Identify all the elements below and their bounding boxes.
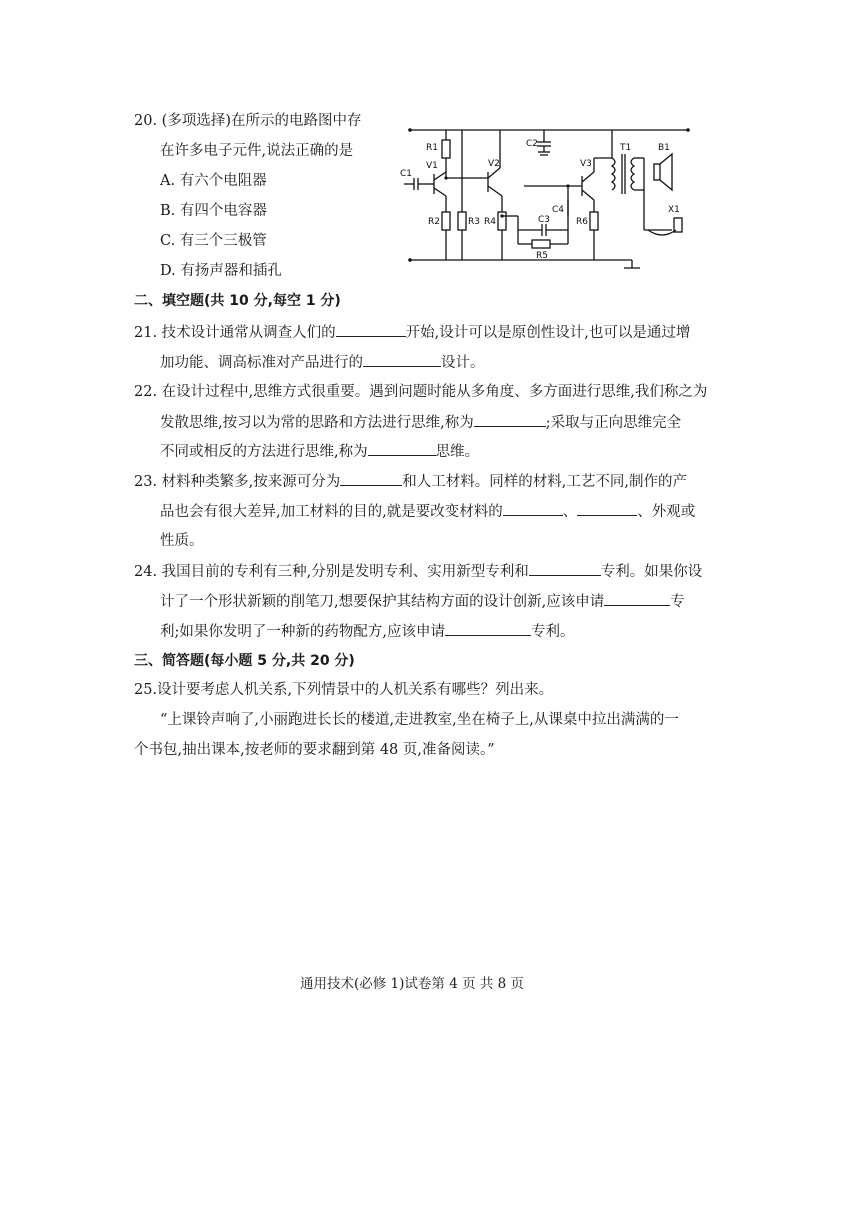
label-c2: C2 [526,139,539,149]
label-b1: B1 [658,143,670,153]
q23-line1 [134,471,687,492]
q24-text-1a: 24. 我国目前的专利有三种,分别是发明专利、实用新型专利和 [134,564,529,580]
circuit-diagram [392,120,702,280]
q21-blank-1[interactable] [336,322,406,337]
q23-line3: 性质。 [160,533,204,549]
page-footer: 通用技术(必修 1)试卷第 4 页 共 8 页 [300,976,525,992]
q22-text-3b: 思维。 [435,444,480,460]
q24-line1 [134,561,702,582]
q23-blank-2[interactable] [503,501,563,516]
q25-line1: 25.设计要考虑人机关系,下列情景中的人机关系有哪些？列出来。 [134,682,554,698]
q20-option-c: C. 有三个三极管 [160,233,267,249]
q24-text-2a: 计了一个形状新颖的削笔刀,想要保护其结构方面的设计创新,应该申请 [160,594,605,610]
q20-option-b: B. 有四个电容器 [160,203,267,219]
q24-text-3a: 利;如果你发明了一种新的药物配方,应该申请 [160,624,445,640]
q21-text-2b: 设计。 [441,355,485,371]
q22-text-2b: ;采取与正向思维完全 [545,415,682,431]
q24-text-2b: 专 [670,594,685,610]
label-v2: V2 [488,159,500,169]
q25-quote-line2: 个书包,抽出课本,按老师的要求翻到第 48 页,准备阅读。” [134,742,495,758]
q23-text-2c: 、外观或 [637,504,696,520]
q24-line2 [160,591,685,612]
q23-text-2b: 、 [562,504,578,520]
label-r3: R3 [468,217,480,227]
section-2-title: 二、填空题(共 10 分,每空 1 分) [134,293,341,309]
q21-blank-2[interactable] [363,352,441,367]
label-c4: C4 [552,205,565,215]
q21-text-1a: 21. 技术设计通常从调查人们的 [134,325,336,341]
label-v3: V3 [580,159,592,169]
q24-text-3b: 专利。 [531,624,575,640]
q20-option-a: A. 有六个电阻器 [160,173,267,189]
q21-text-2a: 加功能、调高标准对产品进行的 [160,355,363,371]
label-r4: R4 [484,217,496,227]
q23-blank-3[interactable] [577,501,637,516]
q24-blank-1[interactable] [529,561,601,576]
q24-line3 [160,621,575,642]
q23-text-1a: 23. 材料种类繁多,按来源可分为 [134,474,341,490]
q23-text-2a: 品也会有很大差异,加工材料的目的,就是要改变材料的 [160,504,503,520]
q22-line2 [160,412,681,433]
label-r6: R6 [576,217,588,227]
q20-stem-line2: 在许多电子元件,说法正确的是 [160,143,354,159]
q24-text-1b: 专利。如果你设 [600,564,703,580]
q20-stem-line1: 20. (多项选择)在所示的电路图中存 [134,113,362,129]
q23-blank-1[interactable] [340,471,402,486]
label-c3: C3 [538,215,551,225]
q22-blank-1[interactable] [474,412,546,427]
label-x1: X1 [668,205,680,215]
q25-quote-line1: “上课铃声响了,小丽跑进长长的楼道,走进教室,坐在椅子上,从课桌中拉出满满的一 [160,712,679,728]
q22-text-2a: 发散思维,按习以为常的思路和方法进行思维,称为 [160,415,474,431]
q22-blank-2[interactable] [368,441,436,456]
label-c1: C1 [400,169,413,179]
q22-line3 [160,441,479,462]
label-v1: V1 [426,161,438,171]
q21-line1 [134,322,690,343]
q23-line2 [160,501,695,522]
q21-text-1b: 开始,设计可以是原创性设计,也可以是通过增 [405,325,691,341]
q20-option-d: D. 有扬声器和插孔 [160,263,282,279]
q24-blank-3[interactable] [445,621,531,636]
q22-text-3a: 不同或相反的方法进行思维,称为 [160,444,368,460]
q23-text-1b: 和人工材料。同样的材料,工艺不同,制作的产 [402,474,687,490]
q22-line1: 22. 在设计过程中,思维方式很重要。遇到问题时能从多角度、多方面进行思维,我们称之为 [134,384,708,400]
label-t1: T1 [620,143,632,153]
label-r5: R5 [536,251,548,261]
label-r1: R1 [426,143,438,153]
label-r2: R2 [428,217,440,227]
q21-line2 [160,352,485,373]
section-3-title: 三、简答题(每小题 5 分,共 20 分) [134,653,355,669]
q24-blank-2[interactable] [604,591,670,606]
